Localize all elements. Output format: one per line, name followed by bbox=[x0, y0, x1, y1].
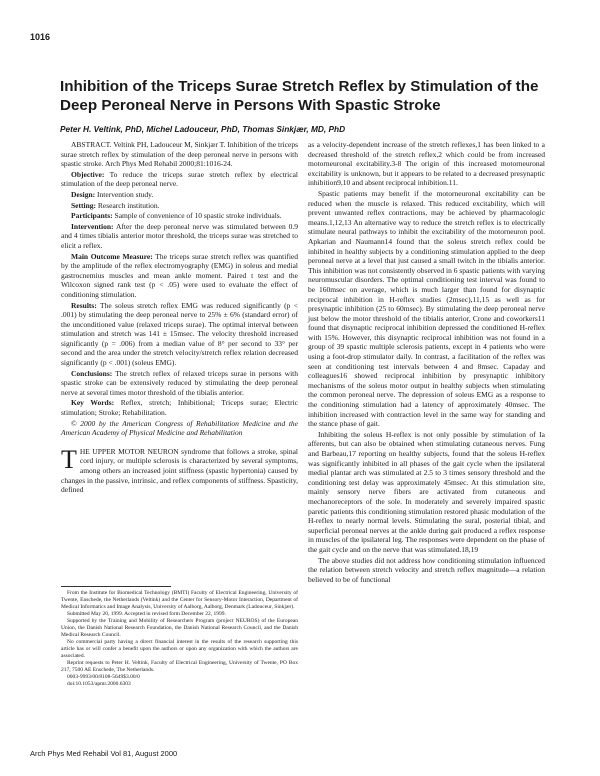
page-number: 1016 bbox=[30, 32, 51, 42]
results-text: The soleus stretch reflex EMG was reduced significantly (p < .001) by stimulating the deep peroneal nerve to 25% ± 6% (standard error) of the unconditioned value (relaxed triceps surae). The optimal interval between stimulation and stretch was 141 ± 15msec. The velocity threshold increased significantly (p = .006) from a median value of 8° per second to 33° per second and the area under the stretch velocity/stretch reflex relation decreased significantly (p < .001) (soleus EMG). bbox=[61, 300, 298, 368]
footnote-affiliation: From the Institute for Biomedical Technology (BMTI) Faculty of Electrical Engineering, University of Twente, Enschede, the Netherlands (Veltink) and the Center for Sensory-Motor Interaction, Department of Medical Informatics and Image Analysis, University of Aalborg, Aalborg, Denmark (Ladouceur, Sinkjær). bbox=[61, 590, 298, 610]
footnote-support: Supported by the Training and Mobility of Researchers Program (project NEUROS) of the European Union, the Danish National Research Foundation, the Danish National Research Council, and the Danish Medical Research Council. bbox=[61, 618, 298, 638]
abstract-lead: ABSTRACT. Veltink PH, Ladouceur M, Sinkjær T. Inhibition of the triceps surae stretch reflex by stimulation of the deep peroneal nerve in persons with spastic stroke. Arch Phys Med Rehabil 2000;81:1016-24. bbox=[61, 140, 298, 169]
left-column bbox=[61, 140, 298, 496]
body-paragraph: The above studies did not address how conditioning stimulation influenced the relation between stretch velocity and stretch reflex magnitude—a relation believed to be of functional bbox=[308, 555, 545, 584]
intervention-text: After the deep peroneal nerve was stimulated between 0.9 and 4 times tibialis anterior motor threshold, the triceps surae was stretched to elicit a reflex. bbox=[61, 221, 298, 250]
abstract-results bbox=[61, 301, 298, 368]
abstract-setting bbox=[61, 201, 298, 211]
body-paragraph: as a velocity-dependent increase of the stretch reflexes,1 has been linked to a decreased threshold of the stretch reflex,2 which could be from increased motorneuronal excitability.3-8 The origin of this increased motorneuronal excitability is unknown, but it appears to be related to a decreased presynaptic inhibition9,10 and absent reciprocal inhibition.11. bbox=[308, 140, 545, 188]
body-paragraph: Spastic patients may benefit if the motorneuronal excitability can be reduced when the muscle is relaxed. This reduced excitability, which will prevent unwanted reflex contractions, may be achieved by pharmacologic means.1,12,13 An alternative way to reduce the stretch reflex is to electrically stimulate neural pathways to inhibit the excitability of the motorneuron pool. Apkarian and Naumann14 found that the soleus stretch reflex could be inhibited in healthy subjects by a conditioning stimulation applied to the deep peroneal nerve at a level that just caused a small twitch in the tibialis anterior. This inhibition was not consistently observed in 6 spastic patients with varying neuromuscular disorders. The optimal conditioning test interval was found to be 160msec on average, which is much larger than found for disynaptic reciprocal inhibition in H-reflex studies (2msec),11,15 as well as for presynaptic inhibition (25 to 60msec). By stimulating the deep peroneal nerve just below the motor threshold of the tibialis anterior, Crone and coworkers11 found that disynaptic reciprocal inhibition depressed the conditioned H-reflex with 15%. However, this disynaptic reciprocal inhibition was not found in a group of 39 spastic multiple sclerosis patients, except in 4 patients who were using a foot-drop stimulator daily. In contrast, a facilitation of the reflex was seen at conditioning test intervals between 4 and 8msec. Capaday and colleagues16 showed reciprocal inhibition by presynaptic inhibitory mechanisms of the soleus motor output in healthy subjects when stimulating the common peroneal nerve. The depression of soleus EMG as a response to the conditioning stimulation had a latency of approximately 40msec. The inhibition increased with contraction level in the same way for standing and the stance phase of gait. bbox=[308, 188, 545, 429]
drop-cap: T bbox=[61, 444, 77, 474]
footnote-doi: doi:10.1053/apmr.2000.6303 bbox=[67, 681, 131, 687]
keywords-text: Reflex, stretch; Inhibitional; Triceps surae; Electric stimulation; Stroke; Rehabilitation. bbox=[61, 398, 298, 418]
abstract-intervention bbox=[61, 222, 298, 251]
abstract-objective bbox=[61, 170, 298, 189]
objective-text: To reduce the triceps surae stretch reflex by electrical stimulation of the deep peroneal nerve. bbox=[61, 169, 298, 189]
footnotes bbox=[61, 590, 298, 688]
body-paragraph: Inhibiting the soleus H-reflex is not only possible by stimulation of Ia afferents, but can also be obtained when stimulating cutaneous nerves. Fung and Barbeau,17 reporting on healthy subjects, found that the soleus H-reflex was significantly inhibited in all phases of the gait cycle when the ipsilateral medial plantar arch was stimulated at 2.5 to 3 times sensory threshold and the conditioning test delay was approximately 45msec. At this stimulation site, mainly sensory nerve fibers are activated from cutaneous and mechanoreceptors of the sole. In moderately and severely impaired spastic paretic patients this conditioning stimulation restored phasic modulation of the H-reflex to nearly normal levels. Stimulating the sural, posterial tibial, and superficial peroneal nerves at the ankle during gait produced a reflex response in muscles of the ipsilateral leg. The responses were dependent on the phase of the gait cycle and on the nerve that was stimulated.18,19 bbox=[308, 429, 545, 554]
design-label: Design: bbox=[71, 189, 96, 199]
outcome-text: The triceps surae stretch reflex was quantified by the amplitude of the reflex electromyography (EMG) in soleus and medial gastrocnemius muscles and mean ankle moment. Paired t test and the Wilcoxon signed rank test (p < .05) were used to evaluate the effect of conditioning stimulation. bbox=[61, 251, 298, 299]
abstract-outcome bbox=[61, 252, 298, 300]
abstract-keywords bbox=[61, 398, 298, 417]
footnote-code: 0003-9993/00/8108-5649$3.00/0 bbox=[67, 674, 140, 680]
participants-label: Participants: bbox=[71, 211, 113, 221]
setting-text: Research institution. bbox=[97, 200, 160, 210]
outcome-label: Main Outcome Measure: bbox=[71, 251, 153, 261]
right-column bbox=[308, 140, 545, 585]
article-title: Inhibition of the Triceps Surae Stretch Reflex by Stimulation of the Deep Peroneal Nerve in Persons With Spastic Stroke bbox=[60, 78, 539, 114]
intro-lead-caps: HE UPPER MOTOR NEURON bbox=[79, 446, 179, 456]
abstract-participants bbox=[61, 211, 298, 221]
footnote-disclosure: No commercial party having a direct financial interest in the results of the research supporting this article has or will confer a benefit upon the authors or upon any organization with which the authors are associated. bbox=[61, 639, 298, 659]
participants-text: Sample of convenience of 10 spastic stroke individuals. bbox=[114, 211, 282, 221]
design-text: Intervention study. bbox=[97, 189, 154, 199]
abstract-design bbox=[61, 190, 298, 200]
objective-label: Objective: bbox=[71, 169, 105, 179]
author-list: Peter H. Veltink, PhD, Michel Ladouceur, PhD, Thomas Sinkjær, MD, PhD bbox=[60, 124, 346, 134]
footnote-rule bbox=[61, 586, 171, 587]
journal-footer: Arch Phys Med Rehabil Vol 81, August 2000 bbox=[30, 749, 178, 758]
keywords-label: Key Words: bbox=[71, 398, 115, 408]
setting-label: Setting: bbox=[71, 200, 96, 210]
copyright-notice: © 2000 by the American Congress of Rehabilitation Medicine and the American Academy of Physical Medicine and Rehabilitation bbox=[61, 418, 298, 438]
results-label: Results: bbox=[71, 300, 97, 310]
footnote-submitted: Submitted May 20, 1999. Accepted in revised form December 22, 1999. bbox=[67, 611, 226, 617]
intervention-label: Intervention: bbox=[71, 221, 114, 231]
intro-text: syndrome that follows a stroke, spinal cord injury, or multiple sclerosis is characterized by several symptoms, among others an increased joint stiffness (spastic hypertonia) caused by changes in the passive, intrinsic, and reflex components of stiffness. Spasticity, defined bbox=[61, 446, 298, 495]
intro-paragraph bbox=[61, 444, 298, 495]
conclusions-label: Conclusions: bbox=[71, 368, 113, 378]
abstract-conclusions bbox=[61, 369, 298, 398]
conclusions-text: The stretch reflex of relaxed triceps surae in persons with spastic stroke can be extensively reduced by stimulating the deep peroneal nerve at several times motor threshold of the tibialis anterior. bbox=[61, 368, 298, 397]
footnote-reprints: Reprint requests to Peter H. Veltink, Faculty of Electrical Engineering, University of Twente, PO Box 217, 7500 AE Enschede, The Netherlands. bbox=[61, 660, 298, 673]
